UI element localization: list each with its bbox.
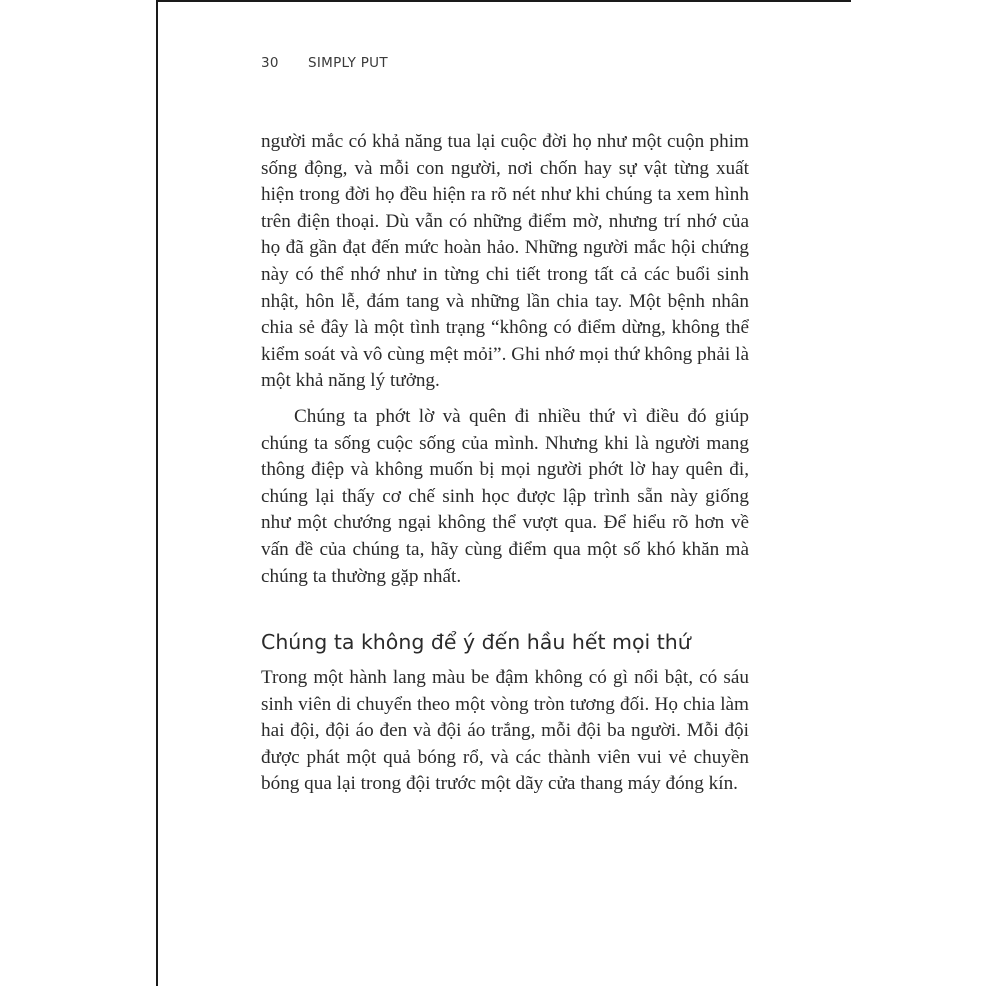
- running-title: SIMPLY PUT: [308, 55, 388, 71]
- section-heading: Chúng ta không để ý đến hầu hết mọi thứ: [261, 630, 691, 655]
- body-paragraph: Chúng ta phớt lờ và quên đi nhiều thứ vì điều đó giúp chúng ta sống cuộc sống của mình. Nhưng khi là người mang thông điệp và không muốn bị mọi người phớt lờ hay quên đi, chúng lại thấy cơ chế sinh học được lập trình sẵn này giống như một chướng ngại không thể vượt qua. Để hiểu rõ hơn về vấn đề của chúng ta, hãy cùng điểm qua một số khó khăn mà chúng ta thường gặp nhất.: [261, 405, 749, 587]
- running-header: [261, 55, 388, 71]
- page-left-edge: [156, 0, 158, 986]
- page-number: 30: [261, 55, 279, 71]
- page-top-edge: [156, 0, 851, 2]
- page-body: [261, 129, 749, 798]
- body-paragraph: Trong một hành lang màu be đậm không có gì nổi bật, có sáu sinh viên di chuyển theo một vòng tròn tương đối. Họ chia làm hai đội, đội áo đen và đội áo trắng, mỗi đội ba người. Mỗi đội được phát một quả bóng rổ, và các thành viên vui vẻ chuyền bóng qua lại trong đội trước một dãy cửa thang máy đóng kín.: [261, 667, 749, 795]
- body-paragraph: người mắc có khả năng tua lại cuộc đời họ như một cuộn phim sống động, và mỗi con người, nơi chốn hay sự vật từng xuất hiện trong đời họ đều hiện ra rõ nét như khi chúng ta xem hình trên điện thoại. Dù vẫn có những điểm mờ, nhưng trí nhớ của họ đã gần đạt đến mức hoàn hảo. Những người mắc hội chứng này có thể nhớ như in từng chi tiết trong tất cả các buổi sinh nhật, hôn lễ, đám tang và những lần chia tay. Một bệnh nhân chia sẻ đây là một tình trạng “không có điểm dừng, không thể kiểm soát và vô cùng mệt mỏi”. Ghi nhớ mọi thứ không phải là một khả năng lý tưởng.: [261, 131, 749, 392]
